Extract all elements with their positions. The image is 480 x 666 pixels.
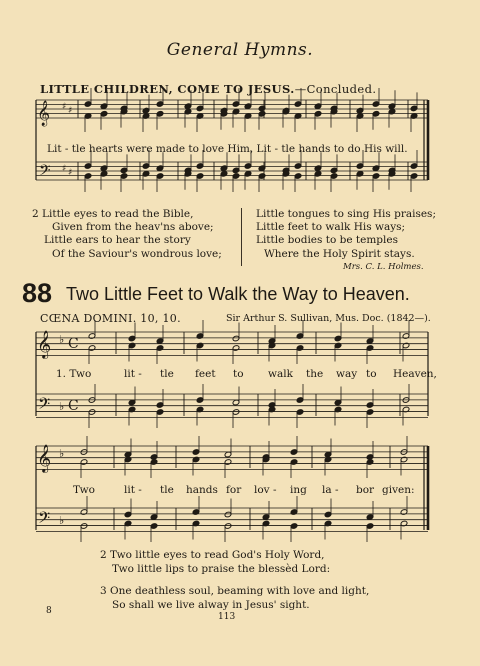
verse-line: So shall we live alway in Jesus' sight.: [112, 599, 310, 611]
section-header: General Hymns.: [166, 40, 314, 60]
treble-clef: 𝄞: [37, 101, 51, 126]
verse-line: Little feet to walk His ways;: [256, 221, 406, 234]
verse-line: 2 Little eyes to read the Bible,: [32, 208, 194, 220]
hymn-title-text: LITTLE CHILDREN, COME TO JESUS.: [40, 82, 295, 96]
bass-clef: 𝄢: [39, 162, 51, 183]
time-signature: C: [68, 398, 79, 414]
time-signature: C: [68, 336, 79, 352]
verse-line: Where the Holy Spirit stays.: [264, 247, 415, 260]
syllable: la -: [322, 484, 339, 496]
verses-88-a: [100, 548, 330, 576]
signature-mark: 8: [46, 606, 52, 616]
key-signature: ♯: [68, 168, 73, 178]
syllable: feet: [195, 368, 216, 380]
treble-clef: 𝄞: [37, 444, 52, 472]
verse-line: Given from the heav'ns above;: [52, 221, 214, 234]
key-signature: ♭: [59, 333, 65, 346]
key-signature: ♯: [68, 106, 73, 116]
syllable: lov -: [254, 484, 277, 496]
key-signature: ♭: [59, 447, 65, 460]
syllable: tle: [160, 368, 174, 380]
key-signature: ♭: [59, 400, 65, 413]
hymn-status: —Concluded.: [294, 82, 377, 96]
syllable: to: [233, 368, 244, 380]
composer-credit: Sir Arthur S. Sullivan, Mus. Doc. (1842—).: [226, 313, 431, 324]
syllable: walk: [268, 368, 293, 380]
bass-clef: 𝄢: [38, 509, 51, 531]
syllable: given:: [382, 484, 415, 496]
syllable: 1. Two: [56, 368, 92, 380]
verse-line: Little bodies to be temples: [256, 234, 398, 247]
syllable: Two: [73, 484, 95, 496]
key-signature: ♯: [62, 102, 67, 112]
syllable: way: [336, 368, 358, 380]
syllable: lit -: [124, 484, 142, 496]
author-credit: Mrs. C. L. Holmes.: [343, 262, 424, 272]
verse-2-right: [256, 208, 436, 261]
syllable: ing: [290, 484, 307, 496]
syllable: bor: [356, 484, 375, 496]
hymn-title-88: Two Little Feet to Walk the Way to Heaven.: [66, 284, 410, 304]
syllable: the: [306, 368, 324, 380]
syllable: Heaven,: [393, 368, 437, 380]
tune-name: CŒNA DOMINI. 10, 10.: [40, 312, 181, 325]
page-number: 113: [218, 612, 236, 622]
syllable: for: [226, 484, 242, 496]
verse-line: 3 One deathless soul, beaming with love and light,: [100, 585, 370, 597]
hymn-number: 88: [22, 278, 53, 308]
verse-line: Of the Saviour's wondrous love;: [52, 247, 222, 260]
verse-line: Little tongues to sing His praises;: [256, 208, 436, 220]
verse-line: Two little lips to praise the blessèd Lord:: [112, 563, 331, 575]
syllable: lit -: [124, 368, 142, 380]
lyric-line-top: Lit - tle hearts were made to love Him, Lit - tle hands to do His will.: [47, 143, 408, 155]
treble-clef: 𝄞: [37, 330, 52, 358]
verses-88-b: [100, 584, 369, 612]
bass-clef: 𝄢: [38, 395, 51, 417]
key-signature: ♭: [59, 514, 65, 527]
syllable: to: [366, 368, 377, 380]
syllable: hands: [186, 484, 218, 496]
verse-2-left: [32, 208, 222, 261]
syllable: tle: [160, 484, 174, 496]
verse-line: Little ears to hear the story: [44, 234, 191, 247]
verse-line: 2 Two little eyes to read God's Holy Word,: [100, 549, 325, 561]
lyric-line-2: [0, 484, 480, 498]
key-signature: ♯: [62, 164, 67, 174]
verse-divider: [241, 208, 242, 266]
lyric-line-1: [0, 368, 480, 382]
